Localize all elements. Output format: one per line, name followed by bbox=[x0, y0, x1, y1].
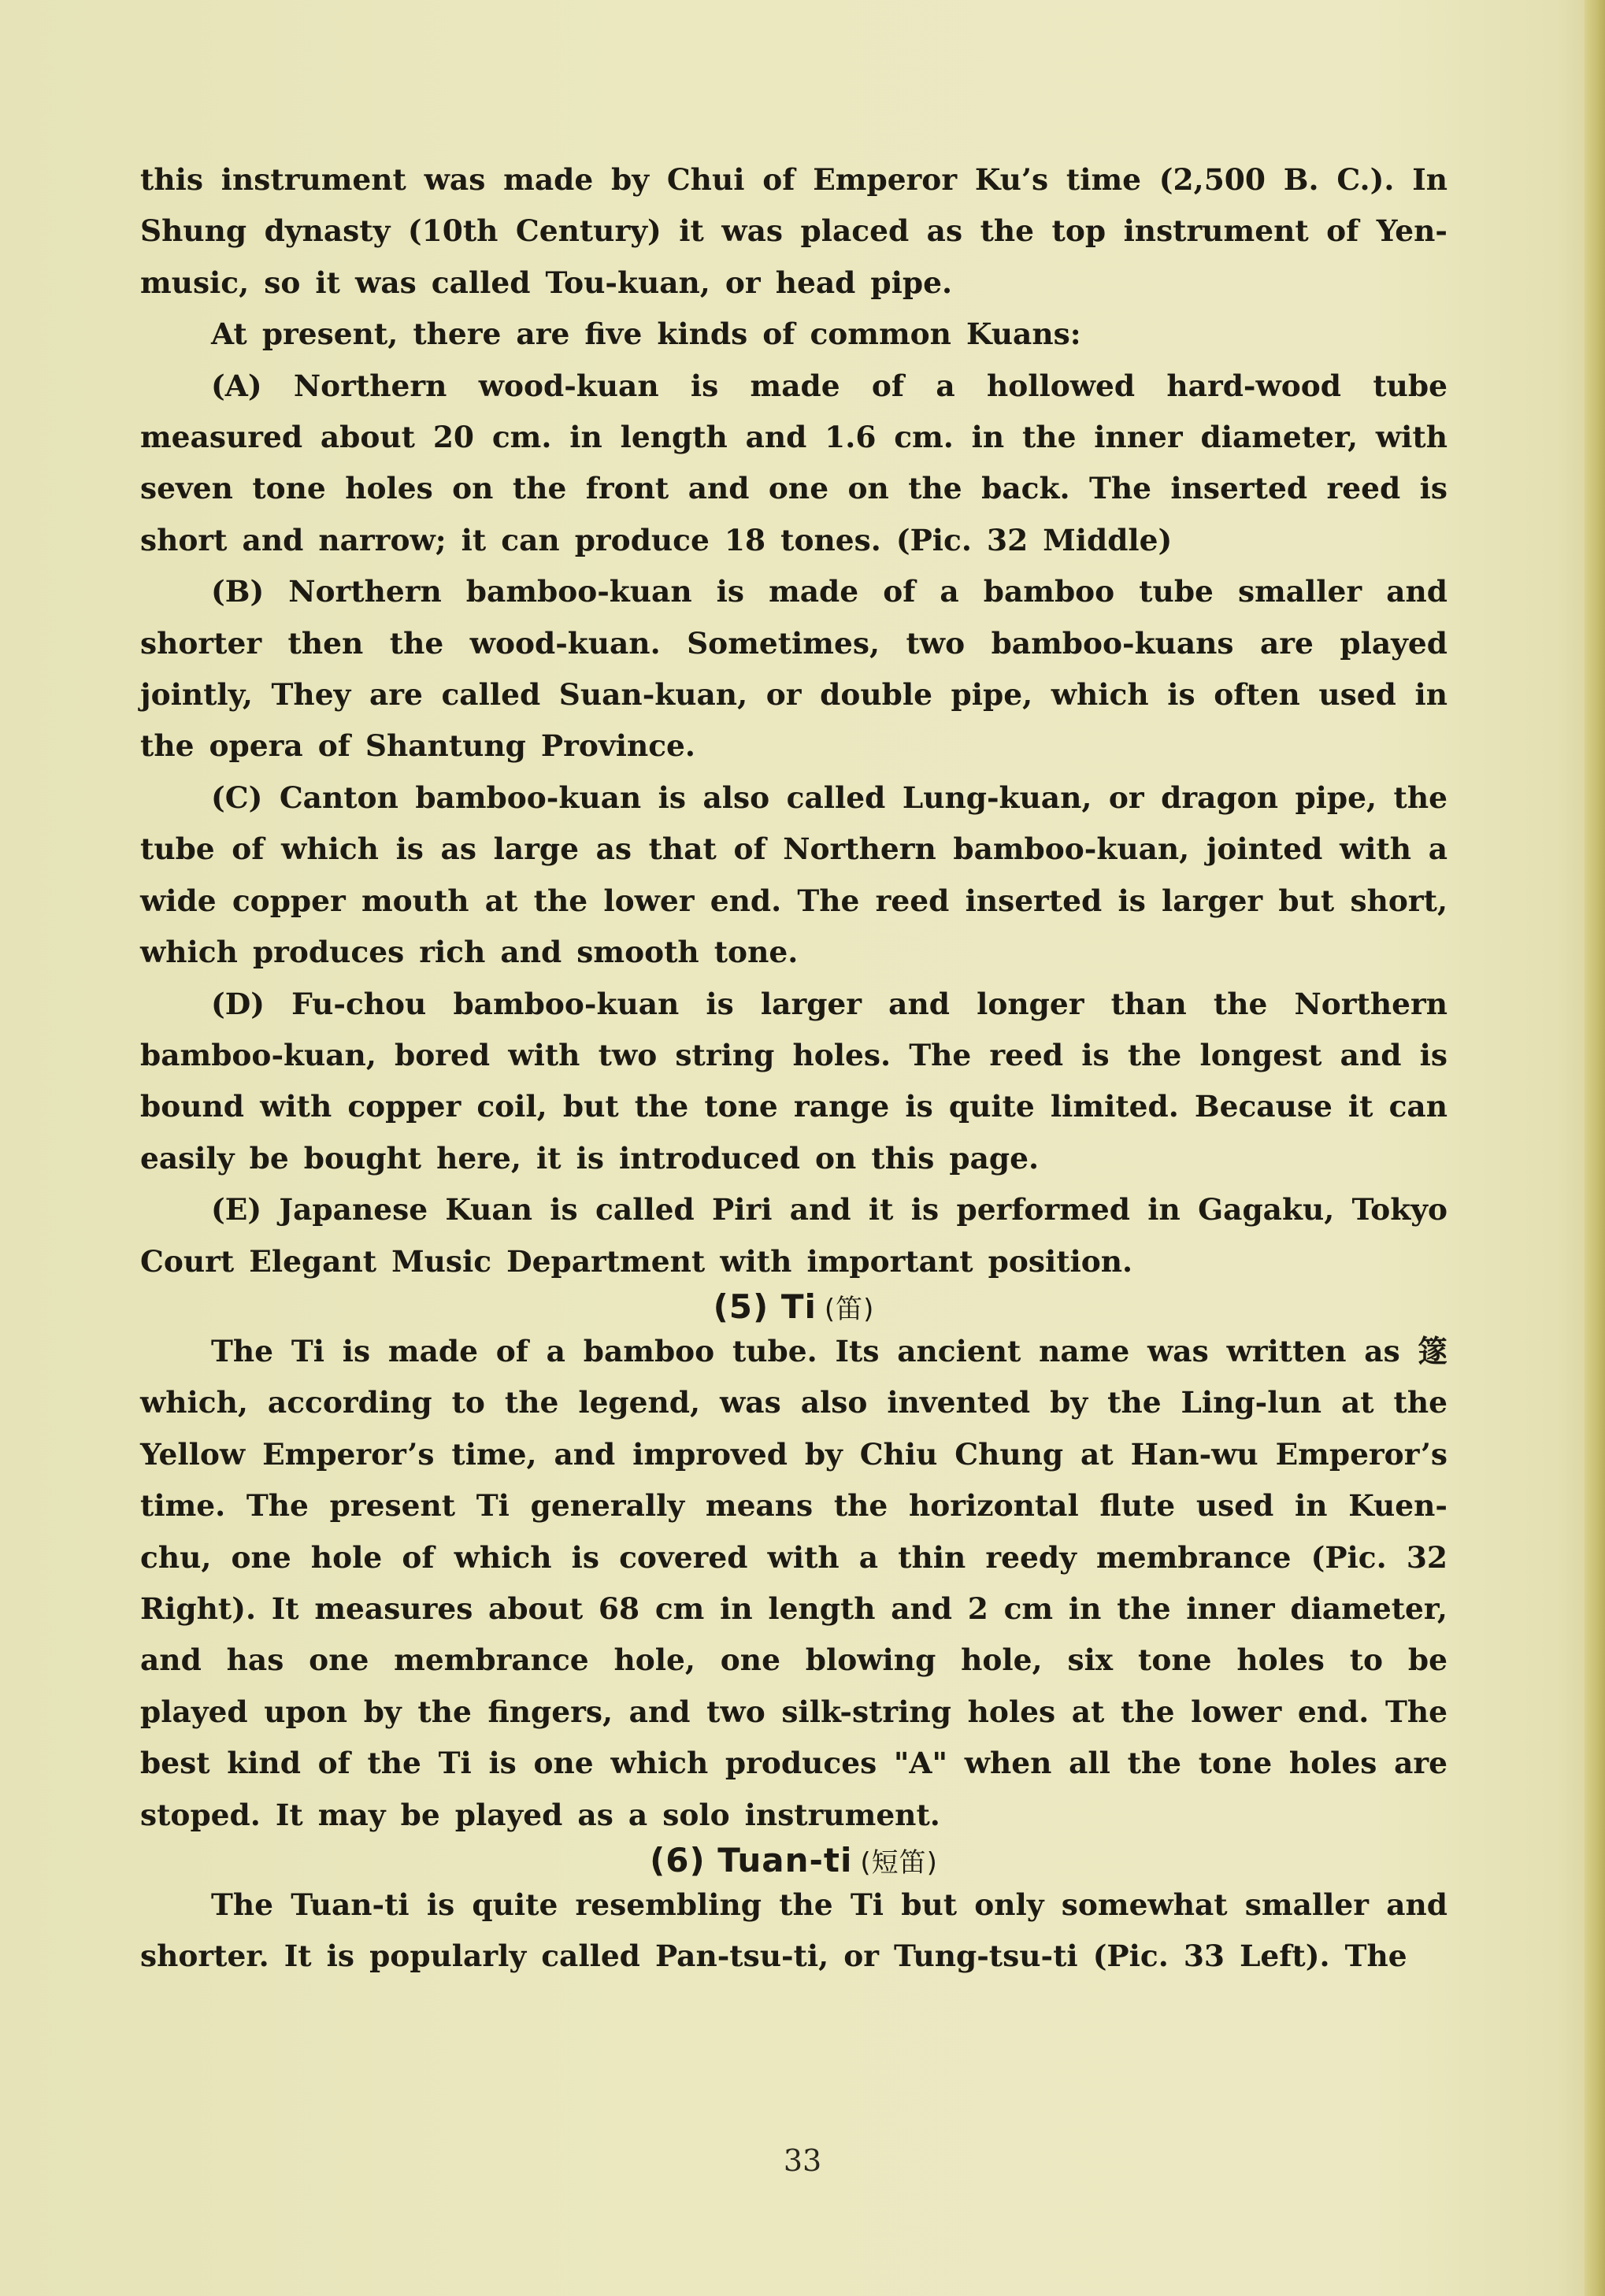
section-heading-tuan-ti-label: (6) Tuan-ti bbox=[650, 1841, 853, 1879]
page-number: 33 bbox=[783, 2143, 822, 2178]
paragraph-kuan-a: (A) Northern wood-kuan is made of a hollowed hard-wood tube measured about 20 cm. in length and 1.6 cm. in the inner diameter, with seven tone holes on the front and one on the back. The inserted reed is short and narrow; it can produce 18 tones. (Pic. 32 Middle) bbox=[140, 368, 1447, 557]
section-heading-ti bbox=[140, 1287, 1447, 1326]
paragraph-continuation: this instrument was made by Chui of Emperor Ku’s time (2,500 B. C.). In Shung dynasty (10th Century) it was placed as the top instrument of Yen-music, so it was called Tou-kuan, or head pipe. bbox=[140, 162, 1447, 300]
section-heading-tuan-ti-cjk: (短笛) bbox=[860, 1847, 938, 1879]
page-edge bbox=[1585, 0, 1605, 2296]
paragraph-ti: The Ti is made of a bamboo tube. Its ancient name was written as 篴 which, according to the legend, was also invented by the Ling-lun at the Yellow Emperor’s time, and improved by Chiu Chung at Han-wu Emperor’s time. The present Ti generally means the horizontal flute used in Kuen-chu, one hole of which is covered with a thin reedy membrance (Pic. 32 Right). It measures about 68 cm in length and 2 cm in the inner diameter, and has one membrance hole, one blowing hole, six tone holes to be played upon by the fingers, and two silk-string holes at the lower end. The best kind of the Ti is one which produces "A" when all the tone holes are stoped. It may be played as a solo instrument. bbox=[140, 1333, 1447, 1832]
paragraph-intro-kuans: At present, there are five kinds of common Kuans: bbox=[211, 317, 1081, 352]
paragraph-kuan-d: (D) Fu-chou bamboo-kuan is larger and longer than the Northern bamboo-kuan, bored with two string holes. The reed is the longest and is bound with copper coil, but the tone range is quite limited. Because it can easily be bought here, it is introduced on this page. bbox=[140, 986, 1447, 1176]
paragraph-kuan-b: (B) Northern bamboo-kuan is made of a bamboo tube smaller and shorter then the wood-kuan. Sometimes, two bamboo-kuans are played jointly, They are called Suan-kuan, or double pipe, which is often used in the opera of Shantung Province. bbox=[140, 574, 1447, 764]
section-heading-ti-label: (5) Ti bbox=[713, 1287, 817, 1326]
paragraph-tuan-ti: The Tuan-ti is quite resembling the Ti but only somewhat smaller and shorter. It is popularly called Pan-tsu-ti, or Tung-tsu-ti (Pic. 33 Left). The bbox=[140, 1887, 1447, 1974]
paragraph-kuan-e: (E) Japanese Kuan is called Piri and it is performed in Gagaku, Tokyo Court Elegant Music Department with important position. bbox=[140, 1192, 1447, 1279]
section-heading-ti-cjk: (笛) bbox=[824, 1293, 875, 1325]
section-heading-tuan-ti bbox=[140, 1841, 1447, 1879]
text-body bbox=[140, 154, 1447, 1983]
paragraph-kuan-c: (C) Canton bamboo-kuan is also called Lung-kuan, or dragon pipe, the tube of which is as large as that of Northern bamboo-kuan, jointed with a wide copper mouth at the lower end. The reed inserted is larger but short, which produces rich and smooth tone. bbox=[140, 780, 1447, 970]
